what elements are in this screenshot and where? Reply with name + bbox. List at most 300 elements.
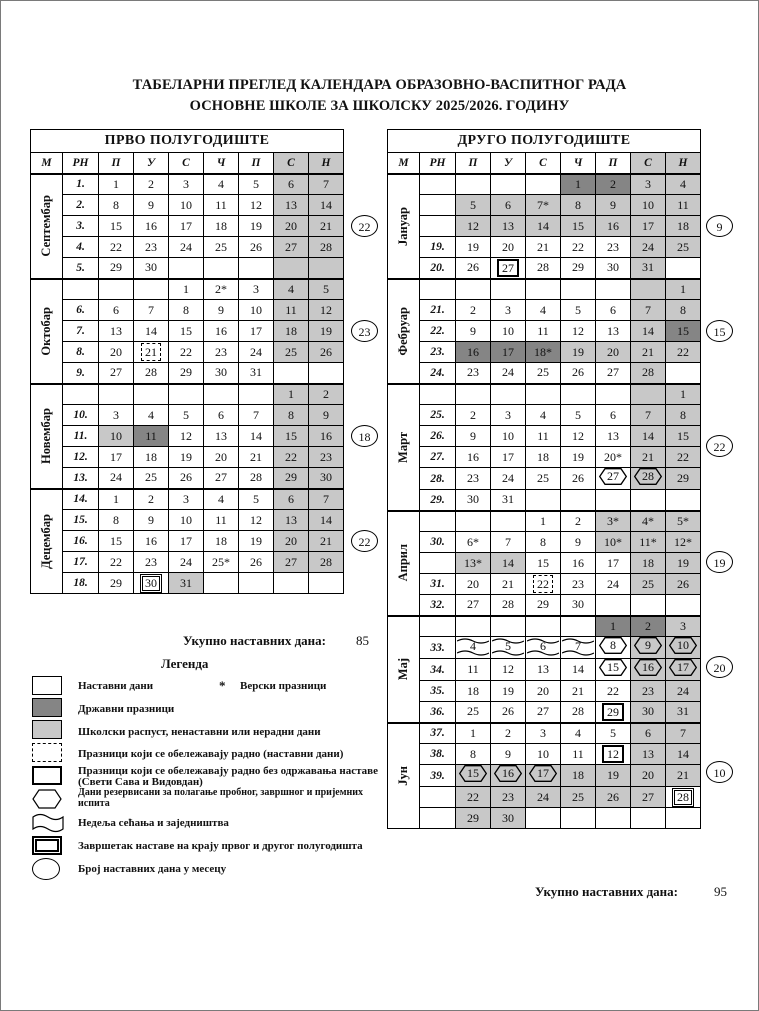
day-cell: 1 xyxy=(456,723,491,744)
week-row xyxy=(388,384,701,405)
day-cell: 30 xyxy=(631,702,666,723)
day-cell: 14 xyxy=(491,553,526,574)
week-row xyxy=(388,195,701,216)
day-cell: 5 xyxy=(239,174,274,195)
legend-dash-swatch xyxy=(32,743,62,762)
legend-hex-label: Дани резервисани за полагање пробног, завршног и пријемних испита xyxy=(78,787,364,809)
day-cell: 19 xyxy=(169,447,204,468)
week-row xyxy=(388,363,701,384)
day-cell: 10 xyxy=(169,510,204,531)
day-cell xyxy=(491,511,526,532)
day-cell: 14 xyxy=(561,659,596,681)
week-row xyxy=(31,258,344,279)
day-cell: 13 xyxy=(274,195,309,216)
teaching-days-circle: 22 xyxy=(706,435,733,457)
day-cell: 14 xyxy=(134,321,169,342)
exam-day-hexagon xyxy=(494,765,522,782)
day-cell: 13 xyxy=(99,321,134,342)
day-cell: 26 xyxy=(456,258,491,279)
day-cell: 19 xyxy=(309,321,344,342)
day-cell: 22 xyxy=(456,787,491,808)
day-cell xyxy=(204,258,239,279)
exam-day-hexagon xyxy=(599,468,627,485)
day-cell: 24 xyxy=(666,681,701,702)
week-number: 24. xyxy=(420,363,456,384)
day-number: 6 xyxy=(540,639,546,653)
day-cell: 30 xyxy=(561,595,596,616)
day-cell: 4 xyxy=(526,300,561,321)
day-cell: 3 xyxy=(239,279,274,300)
day-cell xyxy=(631,637,666,659)
day-cell: 11 xyxy=(526,321,561,342)
week-row xyxy=(388,216,701,237)
day-number: 9 xyxy=(645,638,651,652)
week-number: 11. xyxy=(63,426,99,447)
day-cell: 23 xyxy=(309,447,344,468)
day-cell: 29 xyxy=(456,808,491,829)
day-number: 17 xyxy=(677,660,689,674)
day-cell: 20 xyxy=(99,342,134,363)
day-cell: 5 xyxy=(169,405,204,426)
day-cell: 31 xyxy=(169,573,204,594)
day-cell: 27 xyxy=(456,595,491,616)
day-cell: 31 xyxy=(631,258,666,279)
day-cell xyxy=(491,258,526,279)
day-cell: 28 xyxy=(491,595,526,616)
day-cell: 6 xyxy=(204,405,239,426)
day-cell: 23 xyxy=(491,787,526,808)
day-cell: 19 xyxy=(561,447,596,468)
month-name: Јун xyxy=(396,765,410,786)
day-cell: 20 xyxy=(456,574,491,595)
day-number: 4 xyxy=(470,639,476,653)
teaching-days-circle: 10 xyxy=(706,761,733,783)
day-cell: 9 xyxy=(456,426,491,447)
day-cell: 17 xyxy=(239,321,274,342)
day-cell xyxy=(526,384,561,405)
day-cell xyxy=(456,616,491,637)
day-cell: 29 xyxy=(169,363,204,384)
day-cell: 7 xyxy=(491,532,526,553)
week-row xyxy=(388,405,701,426)
day-cell: 14 xyxy=(309,195,344,216)
day-cell: 13* xyxy=(456,553,491,574)
day-cell: 25 xyxy=(526,468,561,490)
day-cell: 10 xyxy=(239,300,274,321)
day-cell: 24 xyxy=(169,237,204,258)
day-cell: 21 xyxy=(561,681,596,702)
day-cell xyxy=(526,279,561,300)
day-cell: 11 xyxy=(666,195,701,216)
week-row xyxy=(388,595,701,616)
day-cell xyxy=(456,637,491,659)
week-row xyxy=(388,681,701,702)
day-cell: 2 xyxy=(491,723,526,744)
day-cell xyxy=(456,765,491,787)
day-cell xyxy=(631,490,666,511)
day-cell: 20 xyxy=(526,681,561,702)
day-cell: 24 xyxy=(169,552,204,573)
column-header: П xyxy=(596,153,631,174)
week-number xyxy=(420,511,456,532)
week-row xyxy=(388,258,701,279)
day-cell: 4 xyxy=(666,174,701,195)
day-cell: 3 xyxy=(99,405,134,426)
day-cell: 9 xyxy=(204,300,239,321)
week-row xyxy=(31,405,344,426)
week-row xyxy=(31,237,344,258)
day-marker-dash: 22 xyxy=(533,575,553,593)
week-number xyxy=(63,384,99,405)
day-cell: 25 xyxy=(526,363,561,384)
column-header: С xyxy=(526,153,561,174)
column-header: П xyxy=(456,153,491,174)
week-number: 15. xyxy=(63,510,99,531)
day-cell: 14 xyxy=(631,321,666,342)
day-cell: 25 xyxy=(134,468,169,489)
day-cell: 2 xyxy=(631,616,666,637)
week-number: 27. xyxy=(420,447,456,468)
week-number: 21. xyxy=(420,300,456,321)
day-cell xyxy=(596,808,631,829)
second-semester-table xyxy=(387,129,701,829)
first-semester-header: ПРВО ПОЛУГОДИШТЕ xyxy=(31,130,344,153)
day-number: 7 xyxy=(575,639,581,653)
day-cell: 7 xyxy=(666,723,701,744)
day-cell: 23 xyxy=(596,237,631,258)
day-cell xyxy=(456,174,491,195)
day-cell xyxy=(526,765,561,787)
day-cell: 11 xyxy=(204,195,239,216)
week-row xyxy=(388,300,701,321)
day-cell: 11 xyxy=(456,659,491,681)
week-row xyxy=(31,300,344,321)
day-cell: 6* xyxy=(456,532,491,553)
week-row xyxy=(388,637,701,659)
day-cell: 3 xyxy=(491,405,526,426)
legend-circle-label: Број наставних дана у месецу xyxy=(78,863,227,875)
day-cell xyxy=(561,616,596,637)
day-cell: 7 xyxy=(239,405,274,426)
week-row xyxy=(388,787,701,808)
day-cell xyxy=(526,174,561,195)
day-cell: 7 xyxy=(134,300,169,321)
day-cell xyxy=(631,468,666,490)
day-cell: 27 xyxy=(596,363,631,384)
week-number: 19. xyxy=(420,237,456,258)
week-row xyxy=(31,531,344,552)
teaching-days-circle: 9 xyxy=(706,215,733,237)
day-number: 27 xyxy=(607,469,619,483)
day-cell: 12 xyxy=(309,300,344,321)
day-cell: 14 xyxy=(309,510,344,531)
day-cell: 19 xyxy=(239,216,274,237)
day-cell: 16 xyxy=(596,216,631,237)
day-cell: 1 xyxy=(596,616,631,637)
day-cell xyxy=(491,637,526,659)
week-row xyxy=(388,574,701,595)
legend-wave-swatch xyxy=(32,812,64,834)
week-number xyxy=(420,808,456,829)
day-cell xyxy=(99,384,134,405)
day-cell: 26 xyxy=(239,237,274,258)
legend-religious-symbol: * xyxy=(219,678,226,693)
week-number: 10. xyxy=(63,405,99,426)
day-cell: 13 xyxy=(526,659,561,681)
exam-day-hexagon xyxy=(669,659,697,676)
day-cell: 17 xyxy=(596,553,631,574)
day-cell: 28 xyxy=(239,468,274,489)
day-cell: 12 xyxy=(561,426,596,447)
day-cell: 15 xyxy=(99,531,134,552)
day-cell: 8 xyxy=(99,510,134,531)
day-cell xyxy=(99,279,134,300)
day-cell: 27 xyxy=(99,363,134,384)
column-header: РН xyxy=(63,153,99,174)
week-row xyxy=(31,195,344,216)
day-cell: 6 xyxy=(491,195,526,216)
second-semester-total-label: Укупно наставних дана: xyxy=(535,884,678,899)
remembrance-week-wave xyxy=(457,637,489,654)
day-cell: 5 xyxy=(456,195,491,216)
day-cell: 2 xyxy=(309,384,344,405)
day-cell: 5 xyxy=(561,300,596,321)
day-cell: 4 xyxy=(526,405,561,426)
week-row xyxy=(388,279,701,300)
day-cell: 6 xyxy=(631,723,666,744)
week-row xyxy=(388,808,701,829)
day-cell xyxy=(666,637,701,659)
month-name: Март xyxy=(396,431,410,463)
column-header: Ч xyxy=(204,153,239,174)
day-cell: 10 xyxy=(631,195,666,216)
week-row xyxy=(31,573,344,594)
day-cell: 18 xyxy=(274,321,309,342)
day-cell: 9 xyxy=(134,510,169,531)
week-number: 20. xyxy=(420,258,456,279)
day-cell: 3 xyxy=(169,489,204,510)
column-header: П xyxy=(99,153,134,174)
day-cell: 17 xyxy=(491,342,526,363)
day-cell: 28 xyxy=(526,258,561,279)
day-cell xyxy=(456,511,491,532)
day-cell: 3 xyxy=(526,723,561,744)
week-row xyxy=(388,659,701,681)
day-cell: 26 xyxy=(309,342,344,363)
day-cell xyxy=(596,659,631,681)
day-cell: 21 xyxy=(491,574,526,595)
day-cell: 30 xyxy=(596,258,631,279)
day-cell: 4 xyxy=(204,489,239,510)
week-row xyxy=(388,765,701,787)
week-row xyxy=(31,279,344,300)
day-cell: 27 xyxy=(526,702,561,723)
week-row xyxy=(31,384,344,405)
day-cell: 12 xyxy=(561,321,596,342)
day-cell xyxy=(491,174,526,195)
day-cell: 24 xyxy=(239,342,274,363)
column-header: РН xyxy=(420,153,456,174)
day-cell: 12 xyxy=(169,426,204,447)
teaching-days-circle: 20 xyxy=(706,656,733,678)
day-cell: 15 xyxy=(526,553,561,574)
column-header: П xyxy=(239,153,274,174)
week-row xyxy=(388,702,701,723)
day-cell: 20 xyxy=(631,765,666,787)
week-number xyxy=(420,195,456,216)
day-cell: 26 xyxy=(666,574,701,595)
day-cell: 28 xyxy=(134,363,169,384)
day-cell: 3 xyxy=(631,174,666,195)
day-number: 16 xyxy=(502,766,514,780)
day-cell: 20* xyxy=(596,447,631,468)
week-number: 28. xyxy=(420,468,456,490)
week-number: 1. xyxy=(63,174,99,195)
second-semester-total-value: 95 xyxy=(714,884,727,899)
legend-hex-swatch xyxy=(32,789,62,809)
day-number: 15 xyxy=(467,766,479,780)
column-header: У xyxy=(491,153,526,174)
day-cell: 29 xyxy=(99,258,134,279)
column-header: У xyxy=(134,153,169,174)
week-number: 31. xyxy=(420,574,456,595)
day-cell: 11 xyxy=(526,426,561,447)
week-row xyxy=(31,552,344,573)
day-cell: 24 xyxy=(526,787,561,808)
day-cell: 21 xyxy=(666,765,701,787)
day-cell: 29 xyxy=(526,595,561,616)
day-cell: 3 xyxy=(169,174,204,195)
teaching-days-circle: 22 xyxy=(351,530,378,552)
day-cell: 15 xyxy=(561,216,596,237)
day-cell: 30 xyxy=(491,808,526,829)
exam-day-hexagon xyxy=(669,637,697,654)
day-cell xyxy=(309,573,344,594)
day-cell: 6 xyxy=(596,405,631,426)
day-cell: 19 xyxy=(596,765,631,787)
day-cell: 17 xyxy=(169,216,204,237)
week-number: 6. xyxy=(63,300,99,321)
day-cell: 9 xyxy=(134,195,169,216)
day-cell: 25 xyxy=(561,787,596,808)
legend-religious-label: Верски празници xyxy=(240,680,327,692)
day-cell: 3 xyxy=(491,300,526,321)
week-row xyxy=(388,447,701,468)
day-cell: 10 xyxy=(526,744,561,765)
day-cell: 9 xyxy=(309,405,344,426)
day-cell: 18 xyxy=(204,216,239,237)
day-cell xyxy=(526,616,561,637)
day-cell: 10 xyxy=(491,426,526,447)
day-cell: 30 xyxy=(204,363,239,384)
day-cell: 18 xyxy=(631,553,666,574)
day-cell: 6 xyxy=(99,300,134,321)
day-cell: 18* xyxy=(526,342,561,363)
week-number xyxy=(420,279,456,300)
day-cell: 1 xyxy=(99,174,134,195)
day-cell: 22 xyxy=(99,237,134,258)
day-cell xyxy=(274,573,309,594)
day-cell xyxy=(666,490,701,511)
day-cell: 5 xyxy=(596,723,631,744)
day-number: 17 xyxy=(537,766,549,780)
day-cell: 15 xyxy=(666,321,701,342)
day-cell: 1 xyxy=(666,384,701,405)
week-number xyxy=(420,216,456,237)
week-number: 9. xyxy=(63,363,99,384)
day-cell: 5 xyxy=(309,279,344,300)
day-cell: 5 xyxy=(239,489,274,510)
day-cell: 17 xyxy=(99,447,134,468)
teaching-days-circle: 22 xyxy=(351,215,378,237)
day-cell: 19 xyxy=(666,553,701,574)
exam-day-hexagon xyxy=(599,659,627,676)
day-cell xyxy=(596,490,631,511)
day-cell: 4 xyxy=(561,723,596,744)
day-marker-solid: 12 xyxy=(602,745,624,763)
day-cell: 31 xyxy=(491,490,526,511)
exam-day-hexagon xyxy=(634,637,662,654)
day-cell xyxy=(134,342,169,363)
day-cell: 25 xyxy=(631,574,666,595)
week-row xyxy=(388,174,701,195)
week-number: 12. xyxy=(63,447,99,468)
month-name: Април xyxy=(396,544,410,582)
day-cell: 11 xyxy=(561,744,596,765)
day-cell: 1 xyxy=(526,511,561,532)
day-cell: 9 xyxy=(561,532,596,553)
day-cell: 2* xyxy=(204,279,239,300)
day-cell: 11 xyxy=(134,426,169,447)
day-cell: 15 xyxy=(169,321,204,342)
day-cell: 29 xyxy=(561,258,596,279)
day-cell: 7 xyxy=(631,405,666,426)
week-row xyxy=(31,216,344,237)
day-cell: 8 xyxy=(169,300,204,321)
week-number: 23. xyxy=(420,342,456,363)
day-cell xyxy=(134,384,169,405)
week-number: 4. xyxy=(63,237,99,258)
column-header: Ч xyxy=(561,153,596,174)
day-cell xyxy=(666,659,701,681)
day-cell: 13 xyxy=(274,510,309,531)
week-row xyxy=(388,511,701,532)
day-cell: 16 xyxy=(309,426,344,447)
legend-double-swatch xyxy=(32,836,62,855)
day-cell: 10 xyxy=(491,321,526,342)
day-cell: 8 xyxy=(666,300,701,321)
day-cell: 9 xyxy=(491,744,526,765)
teaching-days-circle: 18 xyxy=(351,425,378,447)
day-cell: 23 xyxy=(561,574,596,595)
week-number: 30. xyxy=(420,532,456,553)
day-cell: 4 xyxy=(274,279,309,300)
day-cell: 9 xyxy=(596,195,631,216)
legend-teaching-label: Наставни дани xyxy=(78,680,154,692)
day-cell: 18 xyxy=(666,216,701,237)
day-cell: 3 xyxy=(666,616,701,637)
day-cell: 4 xyxy=(134,405,169,426)
day-cell: 21 xyxy=(239,447,274,468)
day-number: 8 xyxy=(610,638,616,652)
week-row xyxy=(31,510,344,531)
week-number: 29. xyxy=(420,490,456,511)
day-cell: 29 xyxy=(666,468,701,490)
day-cell: 8 xyxy=(561,195,596,216)
week-row xyxy=(388,532,701,553)
day-cell: 25* xyxy=(204,552,239,573)
day-cell: 16 xyxy=(456,342,491,363)
